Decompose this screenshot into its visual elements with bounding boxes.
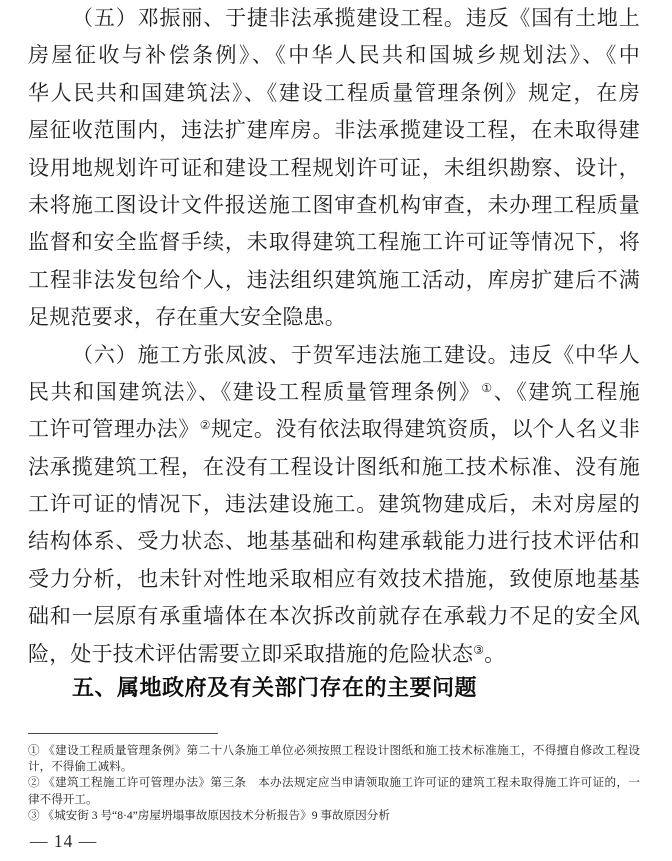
- footnote-separator: [28, 733, 218, 734]
- text-line: 足规范要求，存在重大安全隐患。: [28, 305, 346, 330]
- text-line: 监督和安全监督手续，未取得建筑工程施工许可证等情况下，将: [28, 230, 640, 255]
- text-line: 工许可证的情况下，违法建设施工。建筑物建成后，未对房屋的: [28, 492, 640, 517]
- page-number: — 14 —: [30, 831, 98, 851]
- text-line: 民共和国建筑法》、《建设工程质量管理条例》①、《建筑工程施: [28, 379, 640, 404]
- footnote-ref-marker: ③: [473, 642, 485, 657]
- section-heading: 五、属地政府及有关部门存在的主要问题: [72, 675, 478, 701]
- footnote-list: [28, 743, 640, 824]
- text-line: 设用地规划许可证和建设工程规划许可证，未组织勘察、设计，: [28, 155, 640, 180]
- text-line: 工程非法发包给个人，违法组织建筑施工活动，库房扩建后不满: [28, 267, 640, 292]
- paragraph-5-deng-zhenli: [28, 0, 640, 337]
- footnote-line: ① 《建设工程质量管理条例》第二十八条施工单位必须按照工程设计图纸和施工技术标准施工，不得擅自修改工程设: [28, 744, 640, 758]
- text-line: 屋征收范围内，违法扩建库房。非法承揽建设工程，在未取得建: [28, 118, 640, 143]
- text-line: 险，处于技术评估需要立即采取措施的危险状态③。: [28, 641, 506, 666]
- report-body: [28, 0, 640, 673]
- footnote-line: ② 《建筑工程施工许可管理办法》第三条 本办法规定应当申请领取施工许可证的建筑工程未取得施工许可证的，一: [28, 776, 640, 790]
- text-line: 法承揽建筑工程，在没有工程设计图纸和施工技术标准、没有施: [28, 454, 640, 479]
- footnote-line: ③ 《城安街 3 号“8·4”房屋坍塌事故原因技术分析报告》9 事故原因分析: [28, 808, 390, 822]
- text-line: 结构体系、受力状态、地基基础和构建承载能力进行技术评估和: [28, 529, 640, 554]
- footnote-ref-marker: ②: [199, 418, 211, 433]
- footnote-1: [28, 743, 640, 775]
- text-line: 受力分析，也未针对性地采取相应有效技术措施，致使原地基基: [28, 566, 640, 591]
- footnote-ref-marker: ①: [481, 380, 494, 395]
- footnote-3: [28, 808, 640, 824]
- footnote-line: 律不得开工。: [28, 792, 98, 806]
- text-line: （五）邓振丽、于捷非法承揽建设工程。违反《国有土地上: [72, 6, 640, 30]
- text-line: 华人民共和国建筑法》、《建设工程质量管理条例》规定，在房: [28, 80, 640, 105]
- page-content: [28, 0, 640, 824]
- text-line: 础和一层原有承重墙体在本次拆改前就存在承载力不足的安全风: [28, 604, 640, 629]
- text-line: 房屋征收与补偿条例》、《中华人民共和国城乡规划法》、《中: [28, 43, 640, 68]
- text-line: （六）施工方张凤波、于贺军违法施工建设。违反《中华人: [72, 342, 640, 367]
- footnote-line: 计，不得偷工减料。: [28, 760, 133, 774]
- text-line: 未将施工图设计文件报送施工图审查机构审查，未办理工程质量: [28, 192, 640, 217]
- text-line: 工许可管理办法》②规定。没有依法取得建筑资质，以个人名义非: [28, 417, 640, 442]
- footnote-2: [28, 775, 640, 807]
- paragraph-6-construction-party: [28, 337, 640, 674]
